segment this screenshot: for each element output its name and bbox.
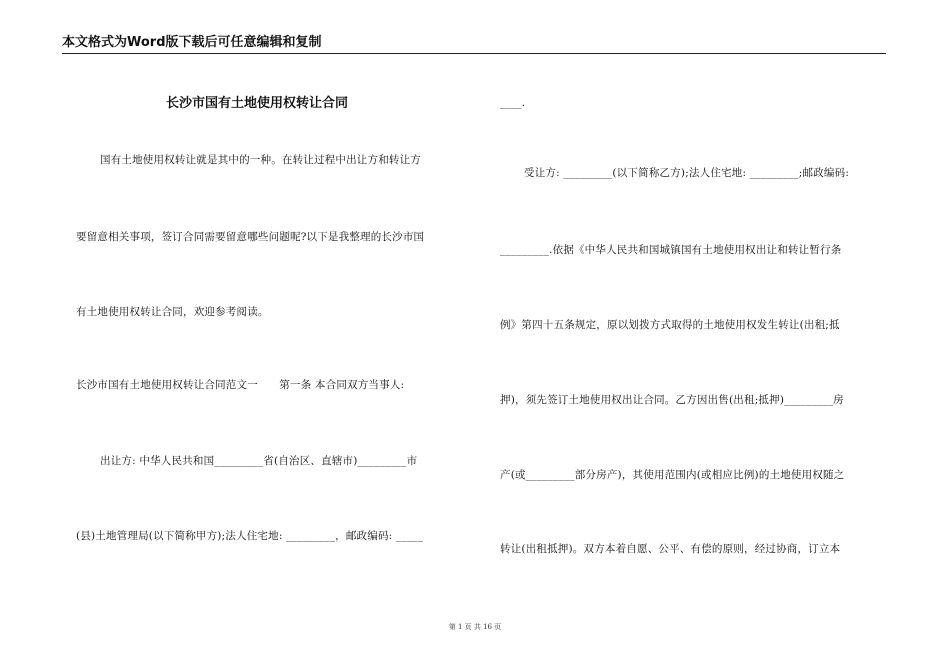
left-paragraph-line: 国有土地使用权转让就是其中的一种。在转让过程中出让方和转让方 (100, 154, 421, 166)
left-paragraph-line: 出让方: 中华人民共和国_________省(自治区、直辖市)_________市 (100, 455, 418, 467)
page-footer: 第 1 页 共 16 页 (448, 623, 502, 631)
left-paragraph-line: 长沙市国有土地使用权转让合同范文一 第一条 本合同双方当事人: (76, 379, 405, 391)
right-paragraph-line: 转让(出租抵押)。双方本着自愿、公平、有偿的原则，经过协商，订立本 (500, 543, 841, 555)
right-paragraph-line: ____. (500, 97, 526, 109)
right-paragraph-line: _________.依据《中华人民共和国城镇国有土地使用权出让和转让暂行条 (500, 244, 842, 256)
left-paragraph-line: 要留意相关事项，签订合同需要留意哪些问题呢?以下是我整理的长沙市国 (76, 231, 425, 243)
left-paragraph-line: (县)土地管理局(以下简称甲方);法人住宅地: _________，邮政编码: _____ (76, 530, 424, 542)
right-paragraph-line: 受让方: _________(以下简称乙方);法人住宅地: _________;邮政编码: (524, 167, 850, 179)
right-paragraph-line: 产(或_________部分房产)，其使用范围内(或相应比例)的土地使用权随之 (500, 469, 845, 481)
right-paragraph-line: 押)，须先签订土地使用权出让合同。乙方因出售(出租;抵押)_________房 (500, 394, 844, 406)
document-title: 长沙市国有土地使用权转让合同 (166, 96, 349, 111)
page-header: 本文格式为Word版下载后可任意编辑和复制 (62, 34, 886, 54)
left-paragraph-line: 有土地使用权转让合同，欢迎参考阅读。 (76, 306, 269, 318)
right-paragraph-line: 例》第四十五条规定，原以划拨方式取得的土地使用权发生转让(出租;抵 (500, 319, 840, 331)
